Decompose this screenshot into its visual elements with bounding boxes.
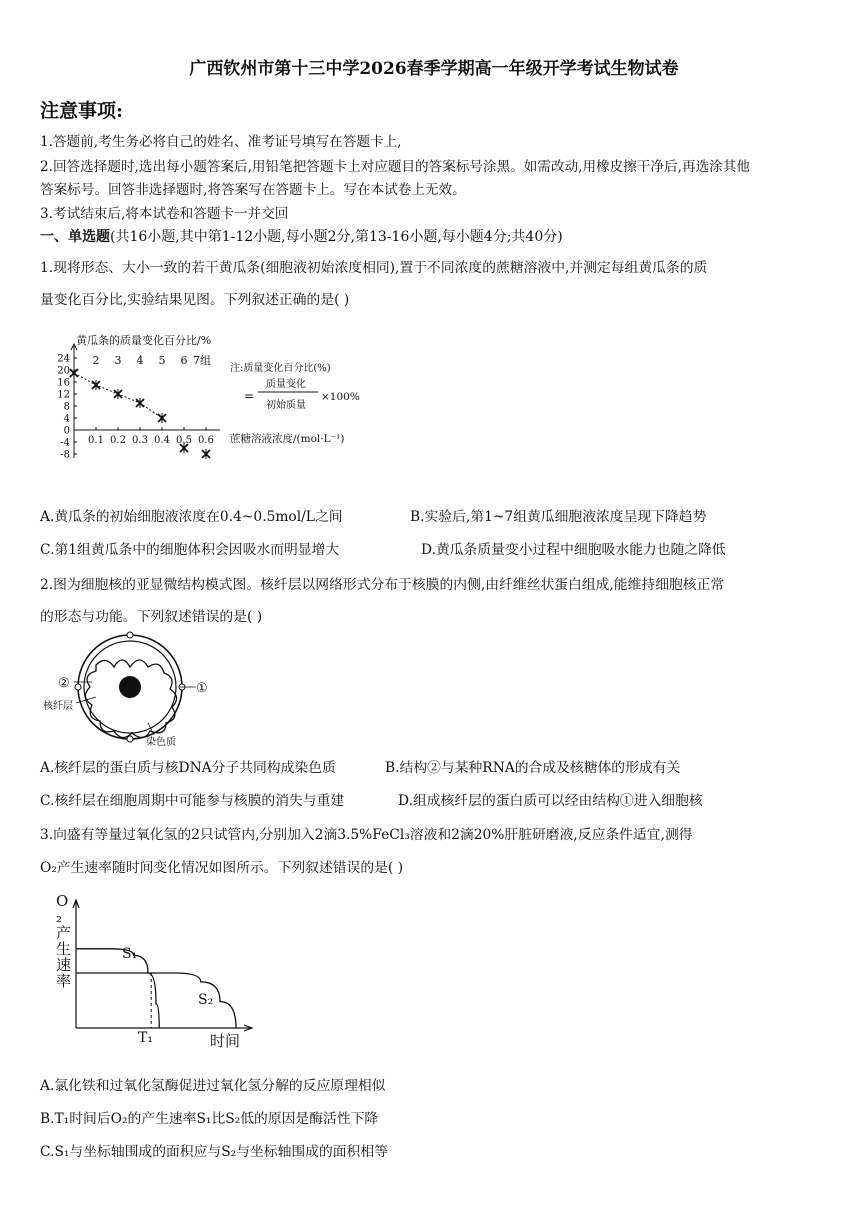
exam-title: 广西钦州市第十三中学2026春季学期高一年级开学考试生物试卷 (189, 59, 679, 79)
data-point (202, 449, 210, 459)
label-2: ② (58, 676, 70, 691)
q1-option-a[interactable]: A.黄瓜条的初始细胞液浓度在0.4~0.5mol/L之间 (40, 509, 343, 525)
x-tick-label: 0.5 (176, 435, 192, 446)
x-axis-label: 时间 (210, 1032, 241, 1050)
x-tick-label: 0.6 (198, 435, 214, 446)
y-tick-label: -8 (60, 449, 70, 461)
note-multiplier: ×100% (321, 391, 360, 403)
y-tick-label: 8 (63, 401, 70, 413)
data-point (158, 413, 166, 423)
q1-option-c[interactable]: C.第1组黄瓜条中的细胞体积会因吸水而明显增大 (40, 542, 340, 558)
nuclear-pore (75, 684, 81, 690)
q3-stem: 3.向盛有等量过氧化氢的2只试管内,分别加入2滴3.5%FeCl₃溶液和2滴20%肝脏研磨液,反应条件适宜,测得 (40, 827, 693, 843)
q2-option-d[interactable]: D.组成核纤层的蛋白质可以经由结构①进入细胞核 (398, 793, 703, 809)
q1-stem: 1.现将形态、大小一致的若干黄瓜条(细胞液初始浓度相同),置于不同浓度的蔗糖溶液中,并测定每组黄瓜条的质 (40, 260, 708, 276)
data-point (114, 389, 122, 399)
q1-mass-change-chart (40, 328, 370, 478)
data-point (136, 398, 144, 408)
q3-option-b[interactable]: B.T₁时间后O₂的产生速率S₁比S₂低的原因是酶活性下降 (40, 1111, 379, 1127)
x-tick-label: 0.3 (132, 435, 148, 446)
q1-stem: 量变化百分比,实验结果见图。下列叙述正确的是( ) (40, 292, 350, 308)
series-line-1 (76, 949, 159, 1028)
y-tick-label: 20 (57, 365, 70, 377)
y-axis-label: O ₂ 产生速率 (56, 892, 72, 990)
y-tick-label: 0 (63, 425, 70, 437)
notice-item: 1.答题前,考生务必将自己的姓名、准考证号填写在答题卡上, (40, 134, 402, 150)
section-heading: 一、单选题 (40, 229, 110, 245)
q3-o2-rate-chart (48, 892, 248, 1052)
y-tick-label: -4 (60, 437, 70, 449)
y-tick-label: 12 (57, 389, 70, 401)
group-labels (93, 354, 212, 367)
data-point (92, 380, 100, 390)
group-label: 6 (180, 354, 188, 367)
q3-option-a[interactable]: A.氯化铁和过氧化氢酶促进过氧化氢分解的反应原理相似 (40, 1078, 386, 1094)
notice-item: 3.考试结束后,将本试卷和答题卡一并交回 (40, 206, 289, 222)
x-axis-label: 蔗糖溶液浓度/(mol·L⁻¹) (230, 433, 345, 445)
chart-axes (73, 900, 252, 1031)
y-tick-label: 4 (63, 413, 70, 425)
section-heading-row (40, 226, 563, 246)
group-label: 5 (158, 354, 166, 367)
x-tick-label: 0.1 (88, 435, 104, 446)
nuclear-pore (127, 632, 133, 638)
q2-option-c[interactable]: C.核纤层在细胞周期中可能参与核膜的消失与重建 (40, 793, 345, 809)
q2-option-a[interactable]: A.核纤层的蛋白质与核DNA分子共同构成染色质 (40, 760, 336, 776)
group-label: 2 (92, 354, 100, 367)
y-axis-label: 黄瓜条的质量变化百分比/% (76, 334, 212, 347)
note-denominator: 初始质量 (266, 400, 306, 411)
data-point (70, 368, 78, 378)
q3-option-c[interactable]: C.S₁与坐标轴围成的面积应与S₂与坐标轴围成的面积相等 (40, 1144, 388, 1160)
nuclear-lamina (85, 660, 176, 738)
y-tick-label: 24 (57, 353, 70, 365)
group-label: 4 (136, 354, 144, 367)
notice-heading: 注意事项: (40, 100, 124, 122)
series-label-s2: S₂ (198, 992, 214, 1008)
section-desc: (共16小题,其中第1-12小题,每小题2分,第13-16小题,每小题4分;共40分) (110, 229, 563, 245)
notice-item: 2.回答选择题时,选出每小题答案后,用铅笔把答题卡上对应题目的答案标号涂黑。如需改动,用橡皮擦干净后,再选涂其他 (40, 159, 750, 175)
x-tick-label: 0.4 (154, 435, 170, 446)
label-lamina: 核纤层 (43, 701, 73, 712)
x-tick-label: 0.2 (110, 435, 126, 446)
notice-item: 答案标号。回答非选择题时,将答案写在答题卡上。写在本试卷上无效。 (40, 182, 466, 198)
q2-stem: 的形态与功能。下列叙述错误的是( ) (40, 609, 263, 625)
nucleus-diagram (40, 635, 220, 748)
t1-label: T₁ (138, 1030, 153, 1046)
q1-option-d[interactable]: D.黄瓜条质量变小过程中细胞吸水能力也随之降低 (421, 542, 726, 558)
series-label-s1: S₁ (122, 946, 138, 962)
label-chromatin: 染色质 (146, 737, 176, 748)
nuclear-pore (127, 736, 133, 742)
label-1: ① (196, 681, 208, 696)
note-eq: = (244, 389, 255, 403)
nucleolus (119, 676, 141, 698)
series-lines (76, 949, 236, 1028)
q2-stem: 2.图为细胞核的亚显微结构模式图。核纤层以网络形式分布于核膜的内侧,由纤维丝状蛋白组成,能维持细胞核正常 (40, 577, 725, 593)
q3-stem: O₂产生速率随时间变化情况如图所示。下列叙述错误的是( ) (40, 860, 404, 876)
y-tick-label: 16 (57, 377, 70, 389)
data-point (180, 443, 188, 453)
note-numerator: 质量变化 (266, 379, 306, 390)
q2-option-b[interactable]: B.结构②与某种RNA的合成及核糖体的形成有关 (385, 760, 681, 776)
group-label: 7组 (193, 354, 211, 367)
note-line: 注:质量变化百分比(%) (230, 363, 331, 374)
q1-option-b[interactable]: B.实验后,第1~7组黄瓜细胞液浓度呈现下降趋势 (410, 509, 707, 525)
group-label: 3 (114, 354, 122, 367)
